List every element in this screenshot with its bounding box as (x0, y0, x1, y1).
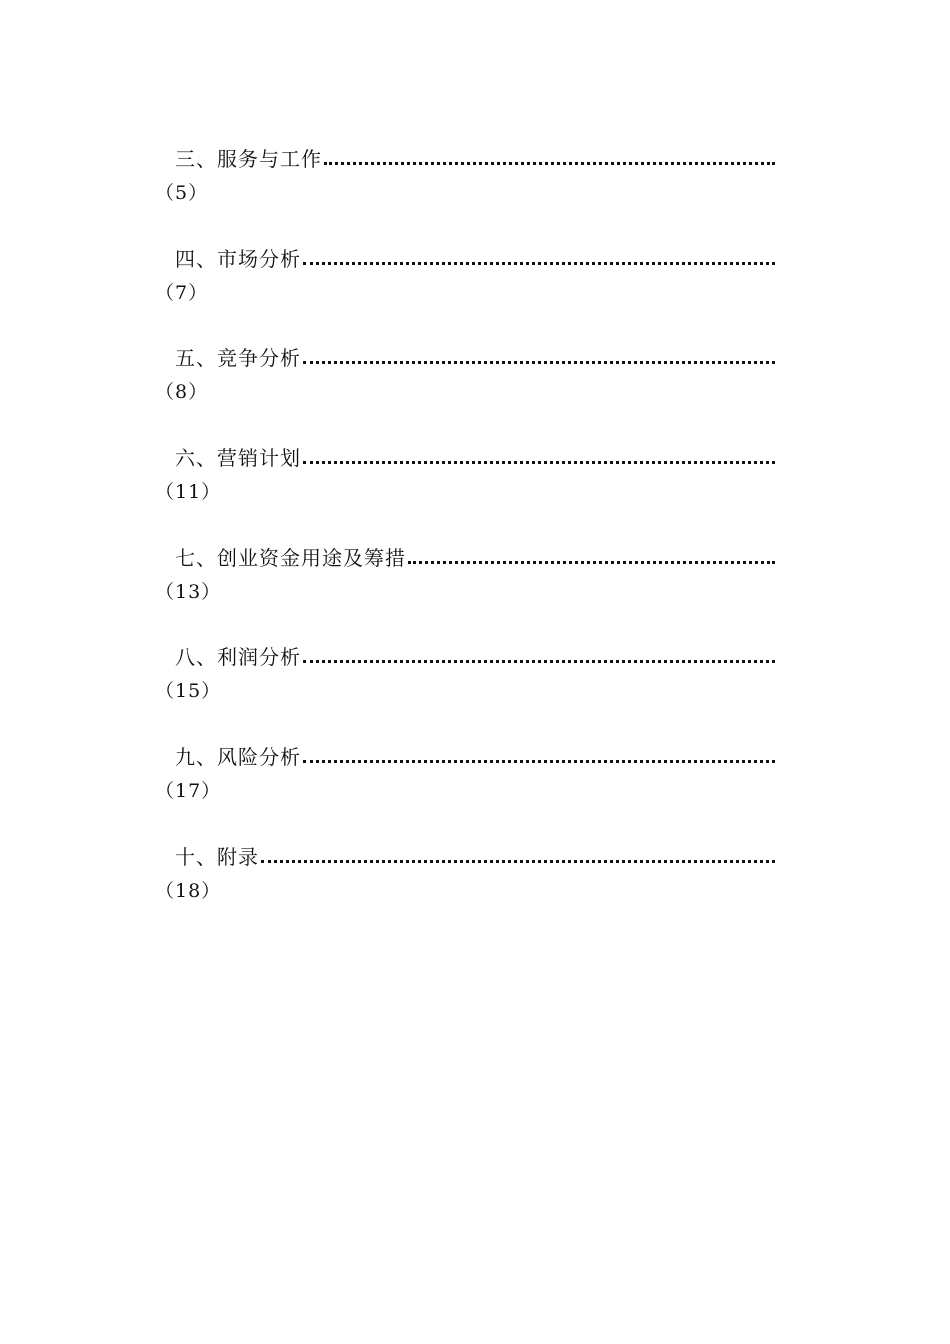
toc-page-number: （17） (155, 780, 222, 803)
toc-page-number: （18） (155, 879, 222, 902)
toc-entry (155, 430, 775, 530)
toc-dot-leader (301, 645, 775, 669)
toc-entry (155, 131, 775, 231)
toc-page-number: （11） (155, 481, 222, 504)
toc-entry (155, 629, 775, 729)
toc-line (155, 231, 775, 271)
toc-title[interactable]: 九、风险分析 (175, 745, 301, 770)
toc-entry (155, 330, 775, 430)
toc-dot-leader (301, 745, 775, 769)
toc-line (155, 829, 775, 869)
toc-dot-leader (301, 446, 775, 470)
toc-line (155, 729, 775, 769)
toc-title[interactable]: 八、利润分析 (175, 645, 301, 670)
toc-title[interactable]: 三、服务与工作 (175, 147, 322, 171)
toc-page-number: （7） (155, 281, 209, 304)
toc-line (155, 131, 775, 171)
toc-entry (155, 231, 775, 331)
toc-dot-leader (322, 147, 775, 171)
toc-title[interactable]: 十、附录 (175, 844, 259, 869)
toc-page-number: （13） (155, 580, 222, 603)
toc-page-number: （8） (155, 381, 209, 404)
toc-line (155, 629, 775, 669)
toc-line (155, 430, 775, 470)
table-of-contents (155, 131, 775, 929)
toc-page-number: （5） (155, 182, 209, 204)
toc-dot-leader (406, 546, 775, 570)
toc-entry (155, 829, 775, 929)
toc-entry (155, 729, 775, 829)
toc-dot-leader (301, 247, 775, 271)
toc-page-number: （15） (155, 680, 222, 703)
toc-dot-leader (259, 845, 775, 869)
toc-line (155, 530, 775, 570)
toc-dot-leader (301, 346, 775, 370)
toc-title[interactable]: 四、市场分析 (175, 246, 301, 271)
toc-line (155, 330, 775, 370)
toc-title[interactable]: 五、竞争分析 (175, 346, 301, 371)
toc-title[interactable]: 六、营销计划 (175, 446, 301, 471)
toc-entry (155, 530, 775, 630)
toc-title[interactable]: 七、创业资金用途及筹措 (175, 545, 406, 570)
